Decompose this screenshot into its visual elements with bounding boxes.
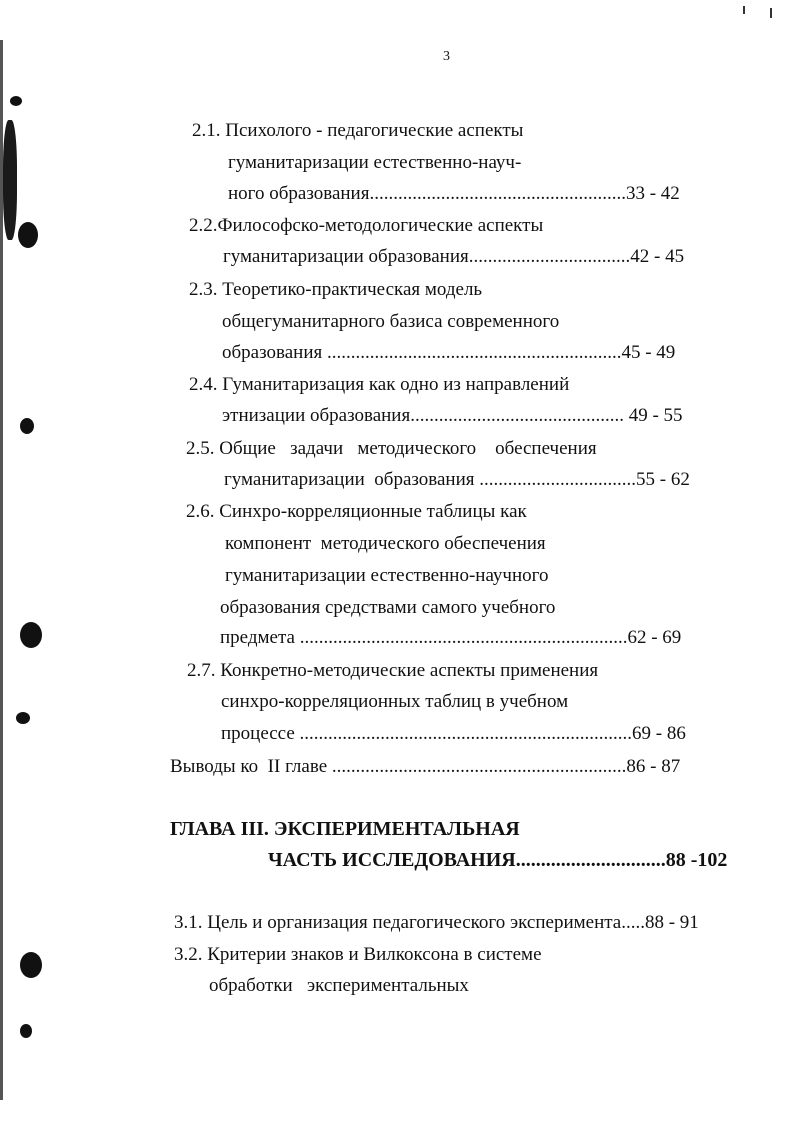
- scan-edge-smudge: [3, 120, 17, 240]
- toc-section-2-2-title: 2.2.Философско-методологические аспекты: [189, 215, 544, 236]
- toc-section-2-3-title: 2.3. Теоретико-практическая модель: [189, 279, 483, 300]
- toc-section-2-1-title: 2.1. Психолого - педагогические аспекты: [192, 120, 524, 141]
- speck-mark: [10, 96, 22, 106]
- toc-section-2-1-cont: гуманитаризации естественно-науч-: [228, 152, 522, 173]
- punch-hole-mark: [18, 222, 38, 248]
- toc-section-2-7-cont: синхро-корреляционных таблиц в учебном: [221, 691, 569, 712]
- toc-section-2-2-pages: гуманитаризации образования..................................42 - 45: [223, 246, 685, 267]
- toc-section-3-2-cont: обработки экспериментальных: [209, 975, 469, 996]
- toc-section-2-6-pages: предмета .....................................................................62 - 69: [220, 627, 682, 648]
- toc-section-3-2-title: 3.2. Критерии знаков и Вилкоксона в системе: [174, 944, 542, 965]
- page-number: 3: [443, 49, 450, 64]
- toc-chapter-2-conclusions: Выводы ко II главе ..............................................................86 - 87: [170, 756, 681, 777]
- toc-section-2-5-pages: гуманитаризации образования .................................55 - 62: [224, 469, 690, 490]
- speck-mark: [16, 712, 30, 724]
- chapter-3-heading-pages: ЧАСТЬ ИССЛЕДОВАНИЯ..............................88 -102: [268, 849, 728, 871]
- toc-section-2-6-cont: образования средствами самого учебного: [220, 597, 556, 618]
- toc-section-2-7-title: 2.7. Конкретно-методические аспекты применения: [187, 660, 599, 681]
- toc-section-2-4-title: 2.4. Гуманитаризация как одно из направлений: [189, 374, 570, 395]
- speck-mark: [20, 418, 34, 434]
- toc-section-2-6-cont: компонент методического обеспечения: [225, 533, 546, 554]
- speck-mark: [770, 8, 772, 18]
- speck-mark: [743, 6, 745, 14]
- toc-section-3-1: 3.1. Цель и организация педагогического эксперимента.....88 - 91: [174, 912, 699, 933]
- speck-mark: [20, 1024, 32, 1038]
- toc-section-2-4-pages: этнизации образования............................................. 49 - 55: [222, 405, 683, 426]
- toc-section-2-3-cont: общегуманитарного базиса современного: [222, 311, 560, 332]
- punch-hole-mark: [20, 622, 42, 648]
- toc-section-2-1-pages: ного образования......................................................33 - 42: [228, 183, 680, 204]
- toc-section-2-3-pages: образования ..............................................................45 - 49: [222, 342, 676, 363]
- punch-hole-mark: [20, 952, 42, 978]
- chapter-3-heading: ГЛАВА III. ЭКСПЕРИМЕНТАЛЬНАЯ: [170, 818, 520, 840]
- toc-section-2-6-cont: гуманитаризации естественно-научного: [225, 565, 549, 586]
- toc-section-2-7-pages: процессе ......................................................................69 - 86: [221, 723, 686, 744]
- toc-section-2-6-title: 2.6. Синхро-корреляционные таблицы как: [186, 501, 527, 522]
- toc-section-2-5-title: 2.5. Общие задачи методического обеспечения: [186, 438, 597, 459]
